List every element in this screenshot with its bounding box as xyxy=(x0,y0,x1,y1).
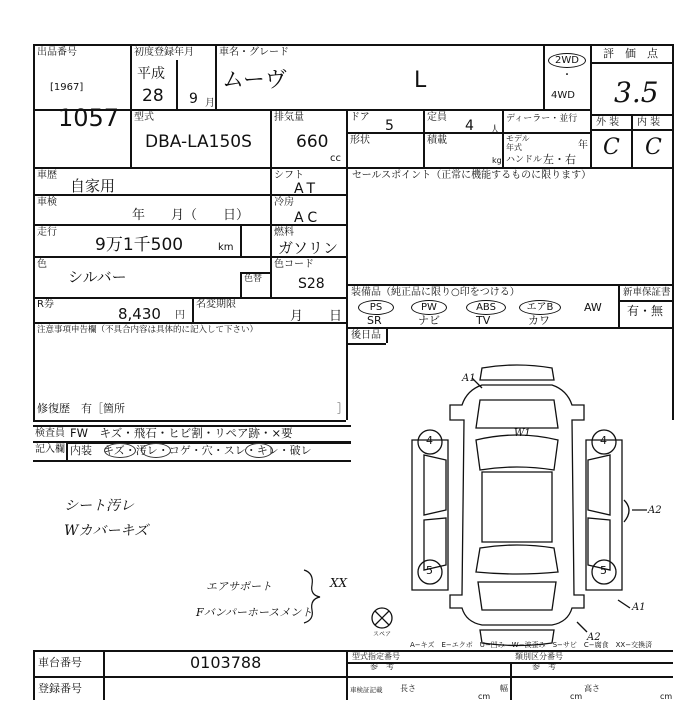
inspection-value: 年 月（ 日） xyxy=(132,208,250,223)
ac-value: AC xyxy=(294,210,322,226)
equipment-sr: SR xyxy=(367,314,382,327)
auction-score: 3.5 xyxy=(614,76,659,109)
warranty-label: 新車保証書 xyxy=(623,287,671,298)
ac-label: 冷房 xyxy=(274,197,294,208)
drive-separator: ・ xyxy=(562,70,572,81)
car-name-label: 車名・グレード xyxy=(219,47,289,58)
registration-year: 28 xyxy=(142,86,164,106)
inspection-label: 車検 xyxy=(37,197,57,208)
fuel-value: ガソリン xyxy=(278,239,339,257)
color-code-label: 色コード xyxy=(274,259,314,270)
note-bracket xyxy=(300,565,330,625)
inspector-label: 検査員 xyxy=(35,428,65,439)
capacity-label: 定員 xyxy=(427,112,447,123)
repair-history-bracket: ］ xyxy=(337,402,348,415)
registration-month: 9 xyxy=(189,91,198,107)
category-label: 類別区分番号 xyxy=(515,652,563,661)
yen-unit: 円 xyxy=(175,310,185,321)
capacity-value: 4 xyxy=(465,118,474,134)
diagram-label-w1: W1 xyxy=(514,428,531,439)
color-value: シルバー xyxy=(68,268,127,286)
width-unit: cm xyxy=(570,692,583,701)
height-label: 高さ xyxy=(584,684,600,693)
spare-label: スペア xyxy=(373,631,392,638)
displacement-value: 660 xyxy=(296,132,329,152)
recycle-label: R券 xyxy=(37,299,54,310)
history-label: 車歴 xyxy=(37,170,57,181)
interior-label: 内 装 xyxy=(637,117,661,128)
shift-value: AT xyxy=(294,181,320,197)
era-label: 平成 xyxy=(137,66,165,82)
inspector-interior-row: 内装 キズ・汚レ・コゲ・穴・スレ・キレ・破レ xyxy=(70,444,312,457)
note-w-cover-scratch: Wカバーキズ xyxy=(64,523,149,539)
drive-2wd-circled: 2WD xyxy=(548,53,586,68)
lot-sub-number: [1967] xyxy=(50,82,84,93)
equipment-aw: AW xyxy=(584,301,602,314)
inspector-circle-scratch xyxy=(104,443,136,458)
mileage-value: 9万1千500 xyxy=(95,235,184,255)
model-label: 型式 xyxy=(134,112,154,123)
cc-unit: cc xyxy=(330,153,341,164)
repair-history-label: 修復歴 有［箇所 xyxy=(37,402,125,415)
category-reference: 参 考 xyxy=(532,662,556,671)
equipment-pw: PW xyxy=(411,300,447,315)
car-name: ムーヴ xyxy=(222,68,287,93)
equipment-label: 装備品（純正品に限り○印をつける） xyxy=(351,287,520,298)
mileage-label: 走行 xyxy=(37,227,57,238)
color-label: 色 xyxy=(37,259,47,270)
chassis-number: 0103788 xyxy=(190,653,262,672)
name-change-value: 月 日 xyxy=(290,309,343,324)
color-change-label: 色替 xyxy=(244,274,263,284)
diagram-label-a1-front: A1 xyxy=(462,373,476,384)
equipment-leather: カワ xyxy=(528,314,550,327)
caution-label: 注意事項申告欄（不具合内容は具体的に記入して下さい） xyxy=(37,325,259,335)
car-condition-diagram xyxy=(362,360,672,650)
equipment-tv: TV xyxy=(476,314,491,327)
recycle-value: 8,430 xyxy=(118,305,161,323)
tire-rear-right: 5 xyxy=(600,564,607,577)
dealer-label: ディーラー・並行 xyxy=(506,114,578,124)
equipment-ps: PS xyxy=(358,300,394,315)
lot-number-label: 出品番号 xyxy=(37,47,77,58)
load-label: 積載 xyxy=(427,135,447,146)
model-year-label: モデル 年式 xyxy=(506,134,530,152)
model-year-unit: 年 xyxy=(578,140,588,151)
note-bumper-reinforcement: Fバンパーホースメント xyxy=(196,606,313,619)
first-registration-label: 初度登録年月 xyxy=(134,47,194,58)
note-air-support: エアサポート xyxy=(206,580,272,593)
tire-rear-left: 5 xyxy=(426,564,433,577)
length-unit: cm xyxy=(478,692,491,701)
exterior-label: 外 装 xyxy=(596,117,620,128)
height-unit: cm xyxy=(660,692,673,701)
exterior-grade: C xyxy=(603,135,620,160)
fuel-label: 燃料 xyxy=(274,227,294,238)
type-designation-reference: 参 考 xyxy=(370,662,394,671)
handle-value: 左・右 xyxy=(543,153,576,166)
tire-front-left: 4 xyxy=(426,434,433,447)
diagram-label-a1-rear: A1 xyxy=(632,602,646,613)
equipment-navi: ナビ xyxy=(418,314,440,327)
door-count: 5 xyxy=(385,118,394,134)
shape-label: 形状 xyxy=(350,135,370,146)
lot-number: 1057 xyxy=(58,104,120,132)
type-designation-label: 型式指定番号 xyxy=(352,652,400,661)
km-unit: km xyxy=(218,242,234,253)
equipment-abs: ABS xyxy=(466,300,506,315)
history-value: 自家用 xyxy=(70,177,116,195)
name-change-label: 名変期限 xyxy=(196,299,236,310)
inspector-fw-row: FW キズ・飛石・ヒビ割・リペア跡・×要 xyxy=(70,426,293,440)
aftermarket-label: 後日品 xyxy=(351,330,381,341)
warranty-value: 有・無 xyxy=(627,304,664,318)
registration-label: 登録番号 xyxy=(38,682,82,695)
month-unit: 月 xyxy=(205,98,215,109)
note-replaced-mark: XX xyxy=(330,576,348,590)
damage-legend: A−キズ E−エクボ U−凹み W−波歪み S−サビ C−腐食 XX−交換済 xyxy=(410,641,653,649)
handle-label: ハンドル xyxy=(506,155,543,165)
width-label: 幅 xyxy=(500,684,508,693)
note-seat-dirt: シート汚レ xyxy=(64,498,134,514)
model-code: DBA-LA150S xyxy=(145,132,252,152)
diagram-label-a2-rear: A2 xyxy=(587,632,601,643)
interior-grade: C xyxy=(645,135,662,160)
tire-front-right: 4 xyxy=(600,434,607,447)
chassis-label: 車台番号 xyxy=(38,656,82,669)
door-label: ドア xyxy=(350,112,370,123)
equipment-airbag: エアB xyxy=(519,300,561,315)
color-code-value: S28 xyxy=(298,276,325,292)
kg-unit: kg xyxy=(492,156,502,165)
dimension-label: 車検証記載 xyxy=(350,686,383,694)
sales-point-label: セールスポイント（正常に機能するものに限ります） xyxy=(352,170,592,181)
inspector-circle-dirt xyxy=(141,443,171,458)
drive-4wd: 4WD xyxy=(551,90,575,101)
diagram-label-a2-side: A2 xyxy=(648,505,662,516)
length-label: 長さ xyxy=(400,684,416,693)
inspector-note-label: 記入欄 xyxy=(35,444,65,455)
shift-label: シフト xyxy=(274,170,304,181)
capacity-unit: 人 xyxy=(490,125,500,136)
score-label: 評 価 点 xyxy=(603,47,658,60)
displacement-label: 排気量 xyxy=(274,112,304,123)
car-grade: L xyxy=(414,68,427,93)
inspector-circle-wear xyxy=(245,443,273,458)
